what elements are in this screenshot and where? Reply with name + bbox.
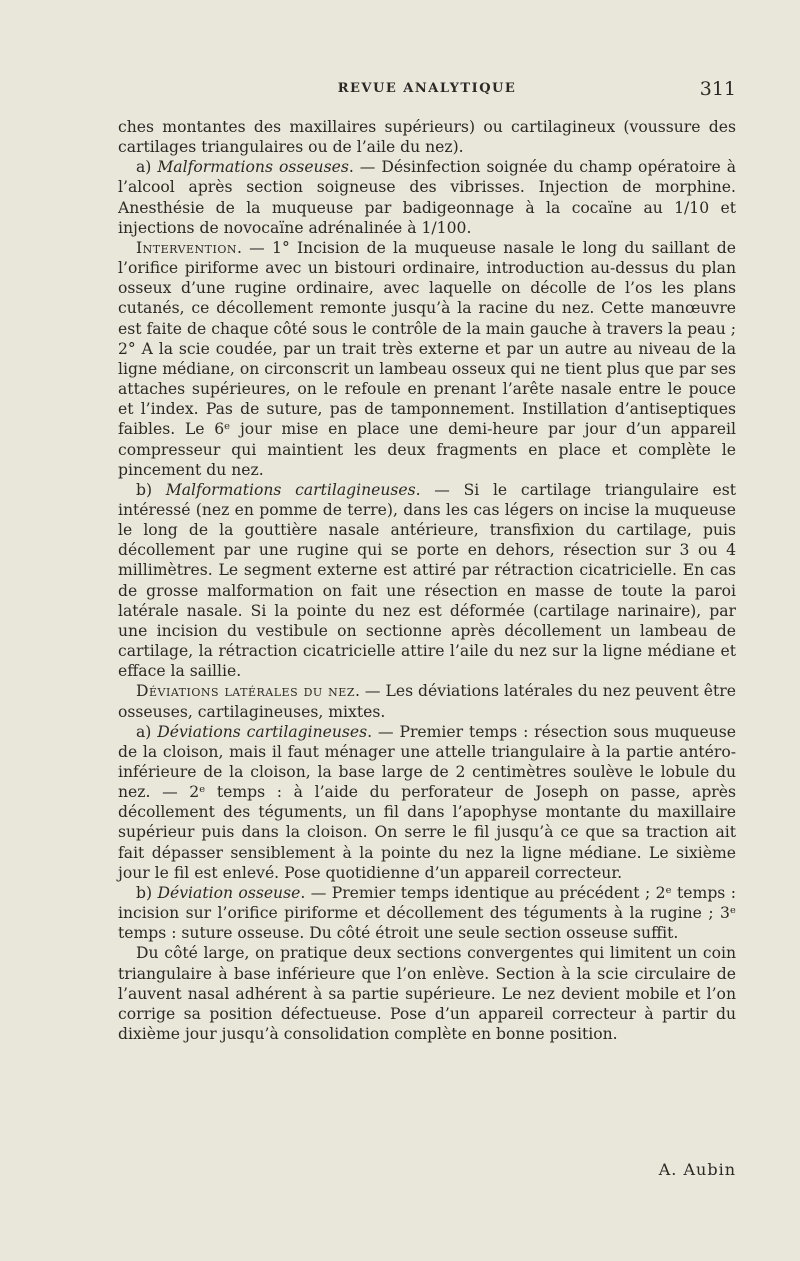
paragraph-text: Si le cartilage triangulaire est intéressé (nez en pomme de terre), dans les cas légers on incise la muqueuse le long de la gouttière nasale antérieure, transfixion du cartilage, puis décollement par une rugine qui se porte en dehors, résection sur 3 ou 4 millimètres. Le segment externe est attiré par rétraction cicatricielle. En cas de grosse malformation on fait une résection en masse de toute la paroi latérale nasale. Si la pointe du nez est déformée (cartilage narinaire), par une incision du vestibule on sectionne après décollement un lambeau de cartilage, la rétraction cicatricielle attire l’aile du nez sur la ligne médiane et efface la saillie. [118,480,736,681]
article-body [118,117,736,1044]
paragraph-intervention [118,238,736,480]
lead-dash: . — [236,238,273,257]
paragraph-lateral-deviations [118,681,736,721]
section-heading: Déviations cartilagineuses [157,722,368,741]
paragraph-continuation [118,117,736,157]
paragraph-lead: a) [136,158,158,177]
paragraph-lead: b) [136,883,158,902]
lead-dash: . — [367,722,400,741]
paragraph-text: ches montantes des maxillaires supérieurs) ou cartilagineux (voussure des cartilages triangulaires ou de l’aile du nez). [118,118,736,157]
paragraph-cartilage-deviations [118,722,736,883]
paragraph-lead: b) [136,480,166,499]
paragraph-text: Premier temps identique au précédent ; 2ᵉ temps : incision sur l’orifice piriforme et décollement des téguments à la rugine ; 3ᵉ temps : suture osseuse. Du côté étroit une seule section osseuse suffit. [118,883,736,943]
paragraph-wide-side [118,943,736,1044]
lead-dash: . — [415,480,464,499]
paragraph-bone-deviation [118,883,736,943]
section-heading: Déviation osseuse [157,883,301,902]
paragraph-text: Premier temps : résection sous muqueuse de la cloison, mais il faut ménager une attelle triangulaire à la partie antéro-inférieure de la cloison, la base large de 2 centimètres soulève le lobule du nez. — 2ᵉ temps : à l’aide du perforateur de Joseph on passe, après décollement des téguments, un fil dans l’apophyse montante du maxillaire supérieur puis dans la cloison. On serre le fil jusqu’à ce que sa traction ait fait dépasser sensiblement à la pointe du nez la ligne médiane. Le sixième jour le fil est enlevé. Pose quotidienne d’un appareil correcteur. [118,722,737,882]
section-heading: Malformations cartilagineuses [165,480,416,499]
paragraph-cartilage-malformations [118,480,736,682]
section-heading: Malformations osseuses [157,158,349,177]
paragraph-text: 1° Incision de la muqueuse nasale le long du saillant de l’orifice piriforme avec un bistouri ordinaire, introduction au-dessus du plan osseux d’une rugine ordinaire, avec laquelle on décolle de l’os les plans cutanés, ce décollement remonte jusqu’à la racine du nez. Cette manœuvre est faite de chaque côté sous le contrôle de la main gauche à travers la peau ; 2° A la scie coudée, par un trait très externe et par un autre au niveau de la ligne médiane, on circonscrit un lambeau osseux qui ne tient plus que par ses attaches supérieures, on le refoule en prenant l’arête nasale entre le pouce et l’index. Pas de suture, pas de tamponnement. Instillation d’antiseptiques faibles. Le 6ᵉ jour mise en place une demi-heure par jour d’un appareil compresseur qui maintient les deux fragments en place et complète le pincement du nez. [118,238,737,479]
lead-dash: . — [348,158,382,177]
page-header [118,78,736,102]
paragraph-lead: a) [136,722,158,741]
running-title: REVUE ANALYTIQUE [337,81,517,96]
section-heading: Intervention [136,238,237,257]
paragraph-bone-malformations [118,157,736,238]
lead-dash: . — [300,883,332,902]
author-signature: A. Aubin [658,1160,736,1179]
paragraph-text: Du côté large, on pratique deux sections convergentes qui limitent un coin triangulaire à base inférieure que l’on enlève. Section à la scie circulaire de l’auvent nasal adhérent à sa partie supérieure. Le nez devient mobile et l’on corrige sa position défectueuse. Pose d’un appareil correcteur à partir du dixième jour jusqu’à consolidation complète en bonne position. [118,944,736,1044]
paragraph-text: Les déviations latérales du nez peuvent être osseuses, cartilagineuses, mixtes. [118,682,736,721]
paragraph-text: Désinfection soignée du champ opératoire à l’alcool après section soigneuse des vibrisses. Injection de morphine. Anesthésie de la muqueuse par badigeonnage à la cocaïne au 1/10 et injections de novocaïne adrénalinée à 1/100. [118,158,736,237]
lead-dash: . — [354,682,386,701]
page-number: 311 [699,78,736,100]
section-heading: Déviations latérales du nez [136,682,355,701]
